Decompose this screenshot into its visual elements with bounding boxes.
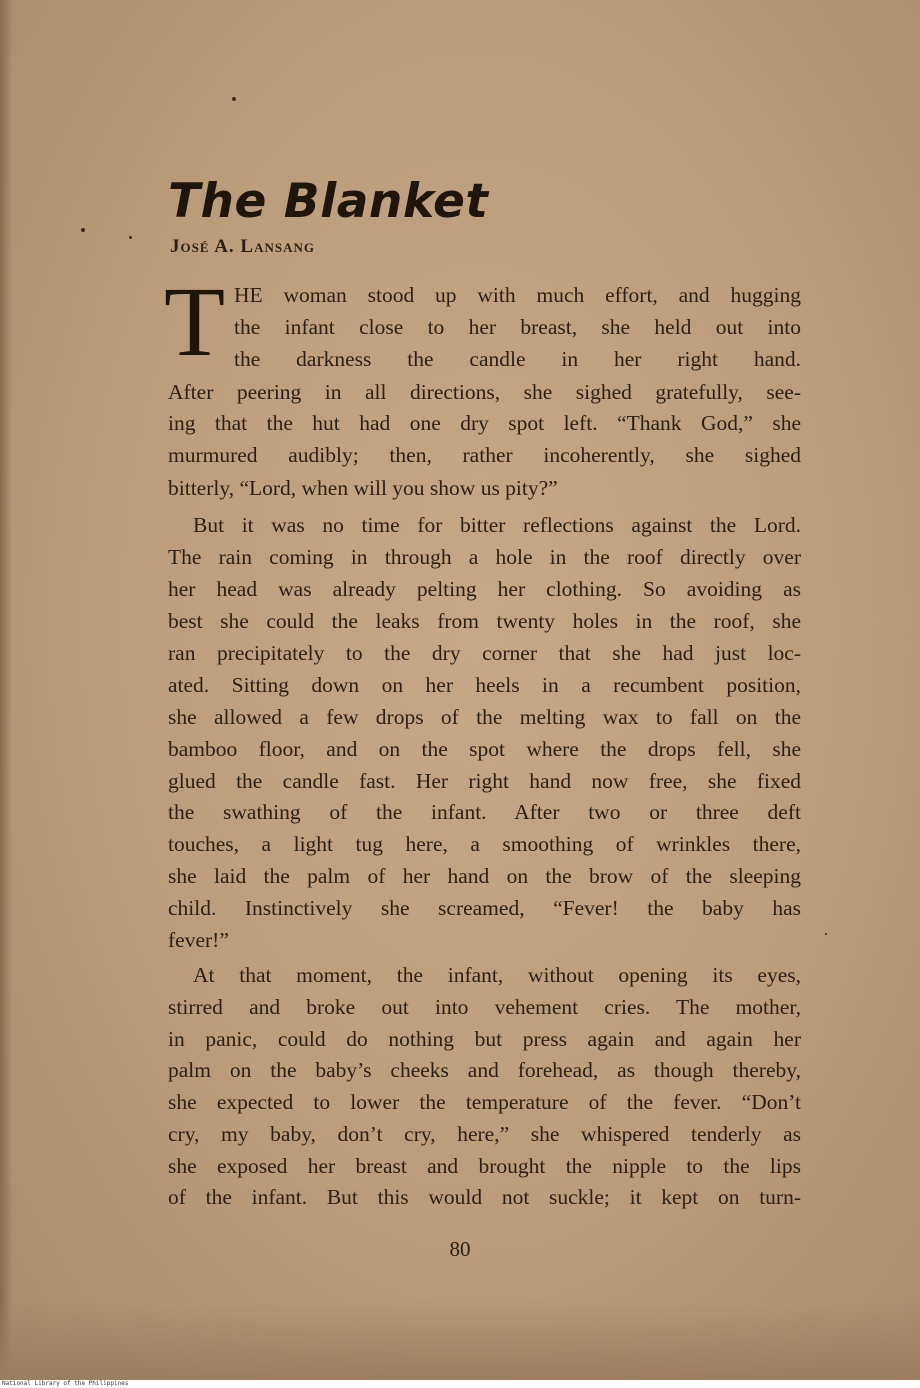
body-line: her head was already pelting her clothing. So avoiding as: [168, 577, 801, 601]
article-author: José A. Lansang: [170, 236, 316, 257]
body-line: After peering in all directions, she sighed gratefully, see-: [168, 380, 801, 404]
page-speck: [232, 97, 236, 101]
page-speck: [129, 236, 132, 239]
body-line: she laid the palm of her hand on the brow of the sleeping: [168, 864, 801, 888]
body-line: of the infant. But this would not suckle; it kept on turn-: [168, 1185, 801, 1209]
body-line: in panic, could do nothing but press again and again her: [168, 1027, 801, 1051]
body-line: she expected to lower the temperature of the fever. “Don’t: [168, 1090, 801, 1114]
body-line: the infant close to her breast, she held out into: [234, 315, 801, 339]
page-speck: [825, 933, 827, 935]
page-bottom-shadow: [0, 1300, 920, 1380]
body-line: bitterly, “Lord, when will you show us pity?”: [168, 476, 558, 500]
footer-credit: National Library of the Philippines: [2, 1380, 129, 1387]
body-line: The rain coming in through a hole in the roof directly over: [168, 545, 801, 569]
body-line: fever!”: [168, 928, 229, 952]
body-line: bamboo floor, and on the spot where the drops fell, she: [168, 737, 801, 761]
body-line: the swathing of the infant. After two or three deft: [168, 800, 801, 824]
body-line: But it was no time for bitter reflections against the Lord.: [193, 513, 801, 537]
body-line: glued the candle fast. Her right hand now free, she fixed: [168, 769, 801, 793]
page-binding-shadow: [0, 0, 12, 1380]
body-line: she exposed her breast and brought the nipple to the lips: [168, 1154, 801, 1178]
body-line: At that moment, the infant, without opening its eyes,: [193, 963, 801, 987]
body-line: stirred and broke out into vehement cries. The mother,: [168, 995, 801, 1019]
body-line: the darkness the candle in her right hand.: [234, 347, 801, 371]
page-speck: [81, 228, 85, 232]
body-line: ated. Sitting down on her heels in a recumbent position,: [168, 673, 801, 697]
body-line: ran precipitately to the dry corner that she had just loc-: [168, 641, 801, 665]
body-line: HE woman stood up with much effort, and hugging: [234, 283, 801, 307]
body-line: palm on the baby’s cheeks and forehead, as though thereby,: [168, 1058, 801, 1082]
page-number: 80: [449, 1237, 471, 1261]
body-line: she allowed a few drops of the melting wax to fall on the: [168, 705, 801, 729]
body-line: touches, a light tug here, a smoothing of wrinkles there,: [168, 832, 801, 856]
footer-strip: [0, 1380, 920, 1388]
body-line: child. Instinctively she screamed, “Fever! the baby has: [168, 896, 801, 920]
article-title: The Blanket: [168, 174, 489, 229]
body-line: cry, my baby, don’t cry, here,” she whispered tenderly as: [168, 1122, 801, 1146]
body-line: best she could the leaks from twenty holes in the roof, she: [168, 609, 801, 633]
body-line: ing that the hut had one dry spot left. “Thank God,” she: [168, 411, 801, 435]
drop-cap: T: [164, 266, 226, 377]
body-line: murmured audibly; then, rather incoherently, she sighed: [168, 443, 801, 467]
